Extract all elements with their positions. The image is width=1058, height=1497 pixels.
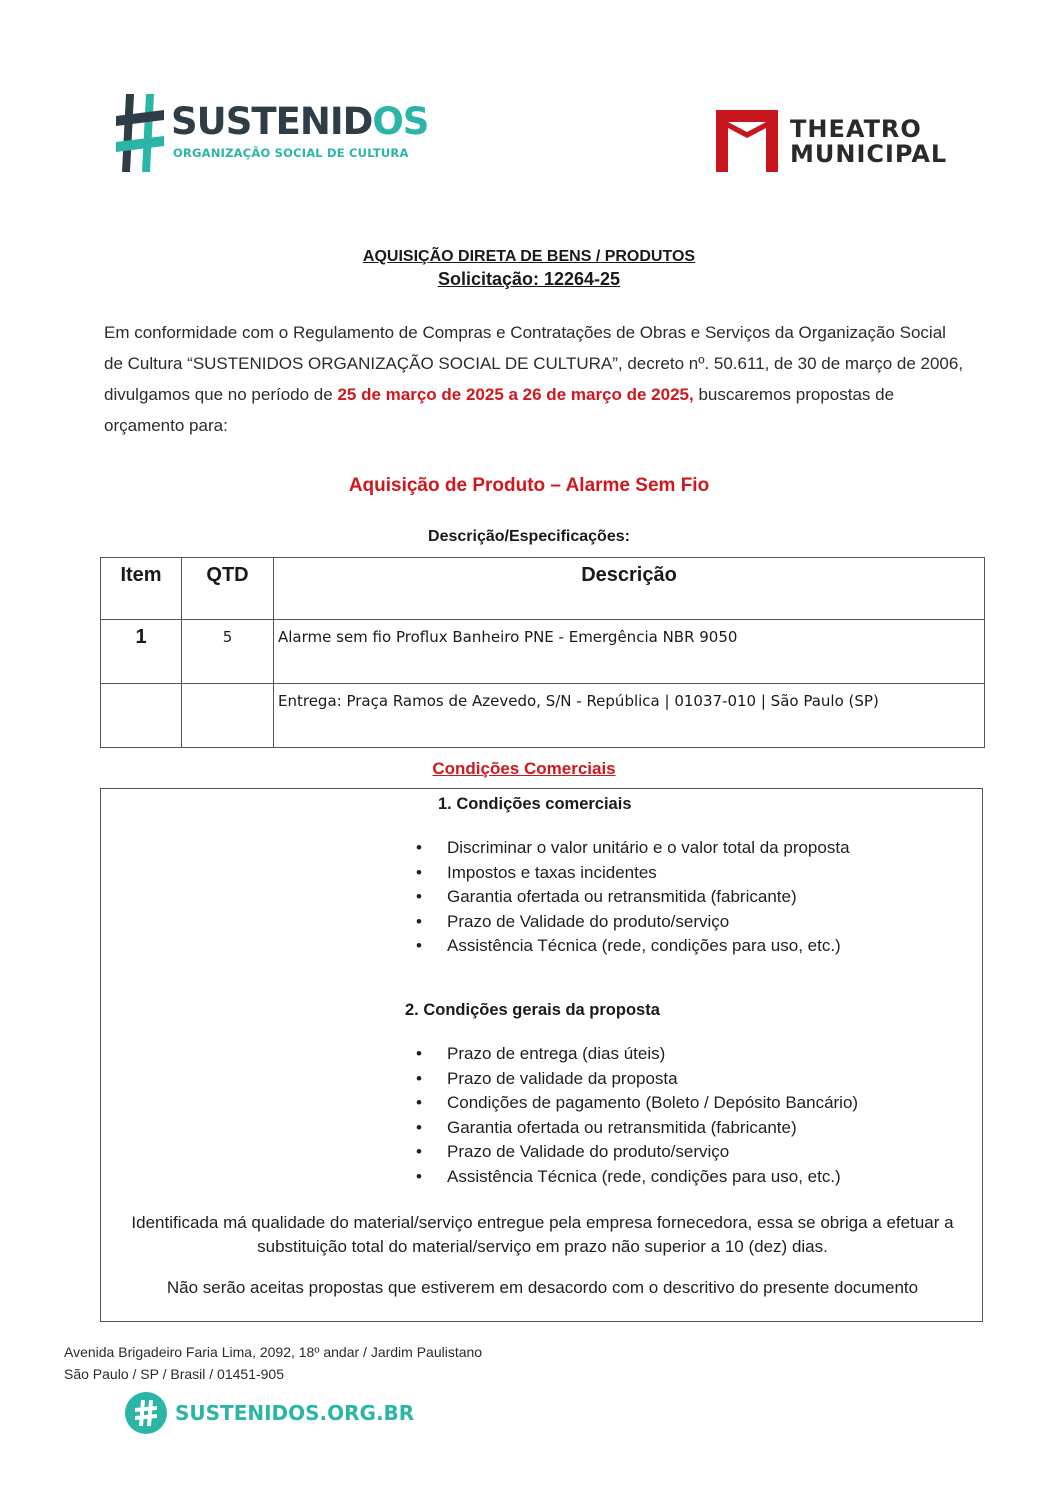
list-item: • Prazo de entrega (dias úteis) [416,1042,858,1067]
table-row [101,620,985,684]
theatro-municipal-logo [716,110,956,174]
rejection-note: Não serão aceitas propostas que estiverem em desacordo com o descritivo do presente documento [166,1278,919,1297]
intro-paragraph: Em conformidade com o Regulamento de Compras e Contratações de Obras e Serviços da Organização Social de Cultura “SUSTENIDOS ORGANIZAÇÃO SOCIAL DE CULTURA”, decreto nº. 50.611, de 30 de março de 2006, divulgamos que no período de 25 de março de 2025 a 26 de março de 2025, buscaremos propostas de orçamento para: [104,323,964,435]
website-logo [125,1392,415,1436]
cell-qtd: 5 [182,620,274,684]
section2-list [416,1042,858,1190]
spec-table [100,557,985,748]
conditions-box [100,788,983,1322]
address-line1: Avenida Brigadeiro Faria Lima, 2092, 18º andar / Jardim Paulistano [64,1344,483,1360]
list-item: • Discriminar o valor unitário e o valor total da proposta [416,836,850,861]
cell-item: 1 [101,620,182,684]
section2-heading: 2. Condições gerais da proposta [405,1001,660,1019]
list-item: • Assistência Técnica (rede, condições para uso, etc.) [416,934,850,959]
conditions-title: Condições Comerciais [432,759,616,778]
list-item: • Garantia ofertada ou retransmitida (fabricante) [416,885,850,910]
sustenidos-wordmark: SUSTENIDOS [171,100,429,143]
list-item: • Assistência Técnica (rede, condições para uso, etc.) [416,1165,858,1190]
cell-descricao: Alarme sem fio Proflux Banheiro PNE - Emergência NBR 9050 [274,620,985,684]
document-title: AQUISIÇÃO DIRETA DE BENS / PRODUTOS [362,248,696,265]
cell-item [101,684,182,748]
list-item: • Prazo de Validade do produto/serviço [416,1140,858,1165]
header-descricao: Descrição [274,558,985,620]
list-item: • Garantia ofertada ou retransmitida (fabricante) [416,1116,858,1141]
cell-descricao: Entrega: Praça Ramos de Azevedo, S/N - República | 01037-010 | São Paulo (SP) [274,684,985,748]
cell-qtd [182,684,274,748]
theatro-mark-icon [716,110,778,172]
product-title: Aquisição de Produto – Alarme Sem Fio [348,475,710,496]
theatro-line1: THEATRO [790,115,922,143]
quality-note: Identificada má qualidade do material/serviço entregue pela empresa fornecedora, essa se obriga a efetuar a substituição total do material/serviço em prazo não superior a 10 (dez) dias. [131,1213,954,1256]
table-header-row [101,558,985,620]
hash-circle-icon [125,1392,167,1434]
list-item: • Condições de pagamento (Boleto / Depósito Bancário) [416,1091,858,1116]
website-link[interactable]: SUSTENIDOS.ORG.BR [175,1401,415,1425]
table-row [101,684,985,748]
description-heading: Descrição/Especificações: [428,528,630,545]
address-line2: São Paulo / SP / Brasil / 01451-905 [64,1366,284,1382]
header-item: Item [101,558,182,620]
sustenidos-subtitle: ORGANIZAÇÃO SOCIAL DE CULTURA [173,146,409,160]
hash-logo-icon [116,94,166,172]
period-highlight: 25 de março de 2025 a 26 de março de 2025, [337,385,694,404]
list-item: • Impostos e taxas incidentes [416,861,850,886]
list-item: • Prazo de Validade do produto/serviço [416,910,850,935]
solicitation-number: Solicitação: 12264-25 [437,269,621,289]
list-item: • Prazo de validade da proposta [416,1067,858,1092]
header-qtd: QTD [182,558,274,620]
sustenidos-logo [116,94,429,174]
theatro-line2: MUNICIPAL [790,140,948,168]
section1-heading: 1. Condições comerciais [438,795,632,813]
section1-list [416,836,850,959]
